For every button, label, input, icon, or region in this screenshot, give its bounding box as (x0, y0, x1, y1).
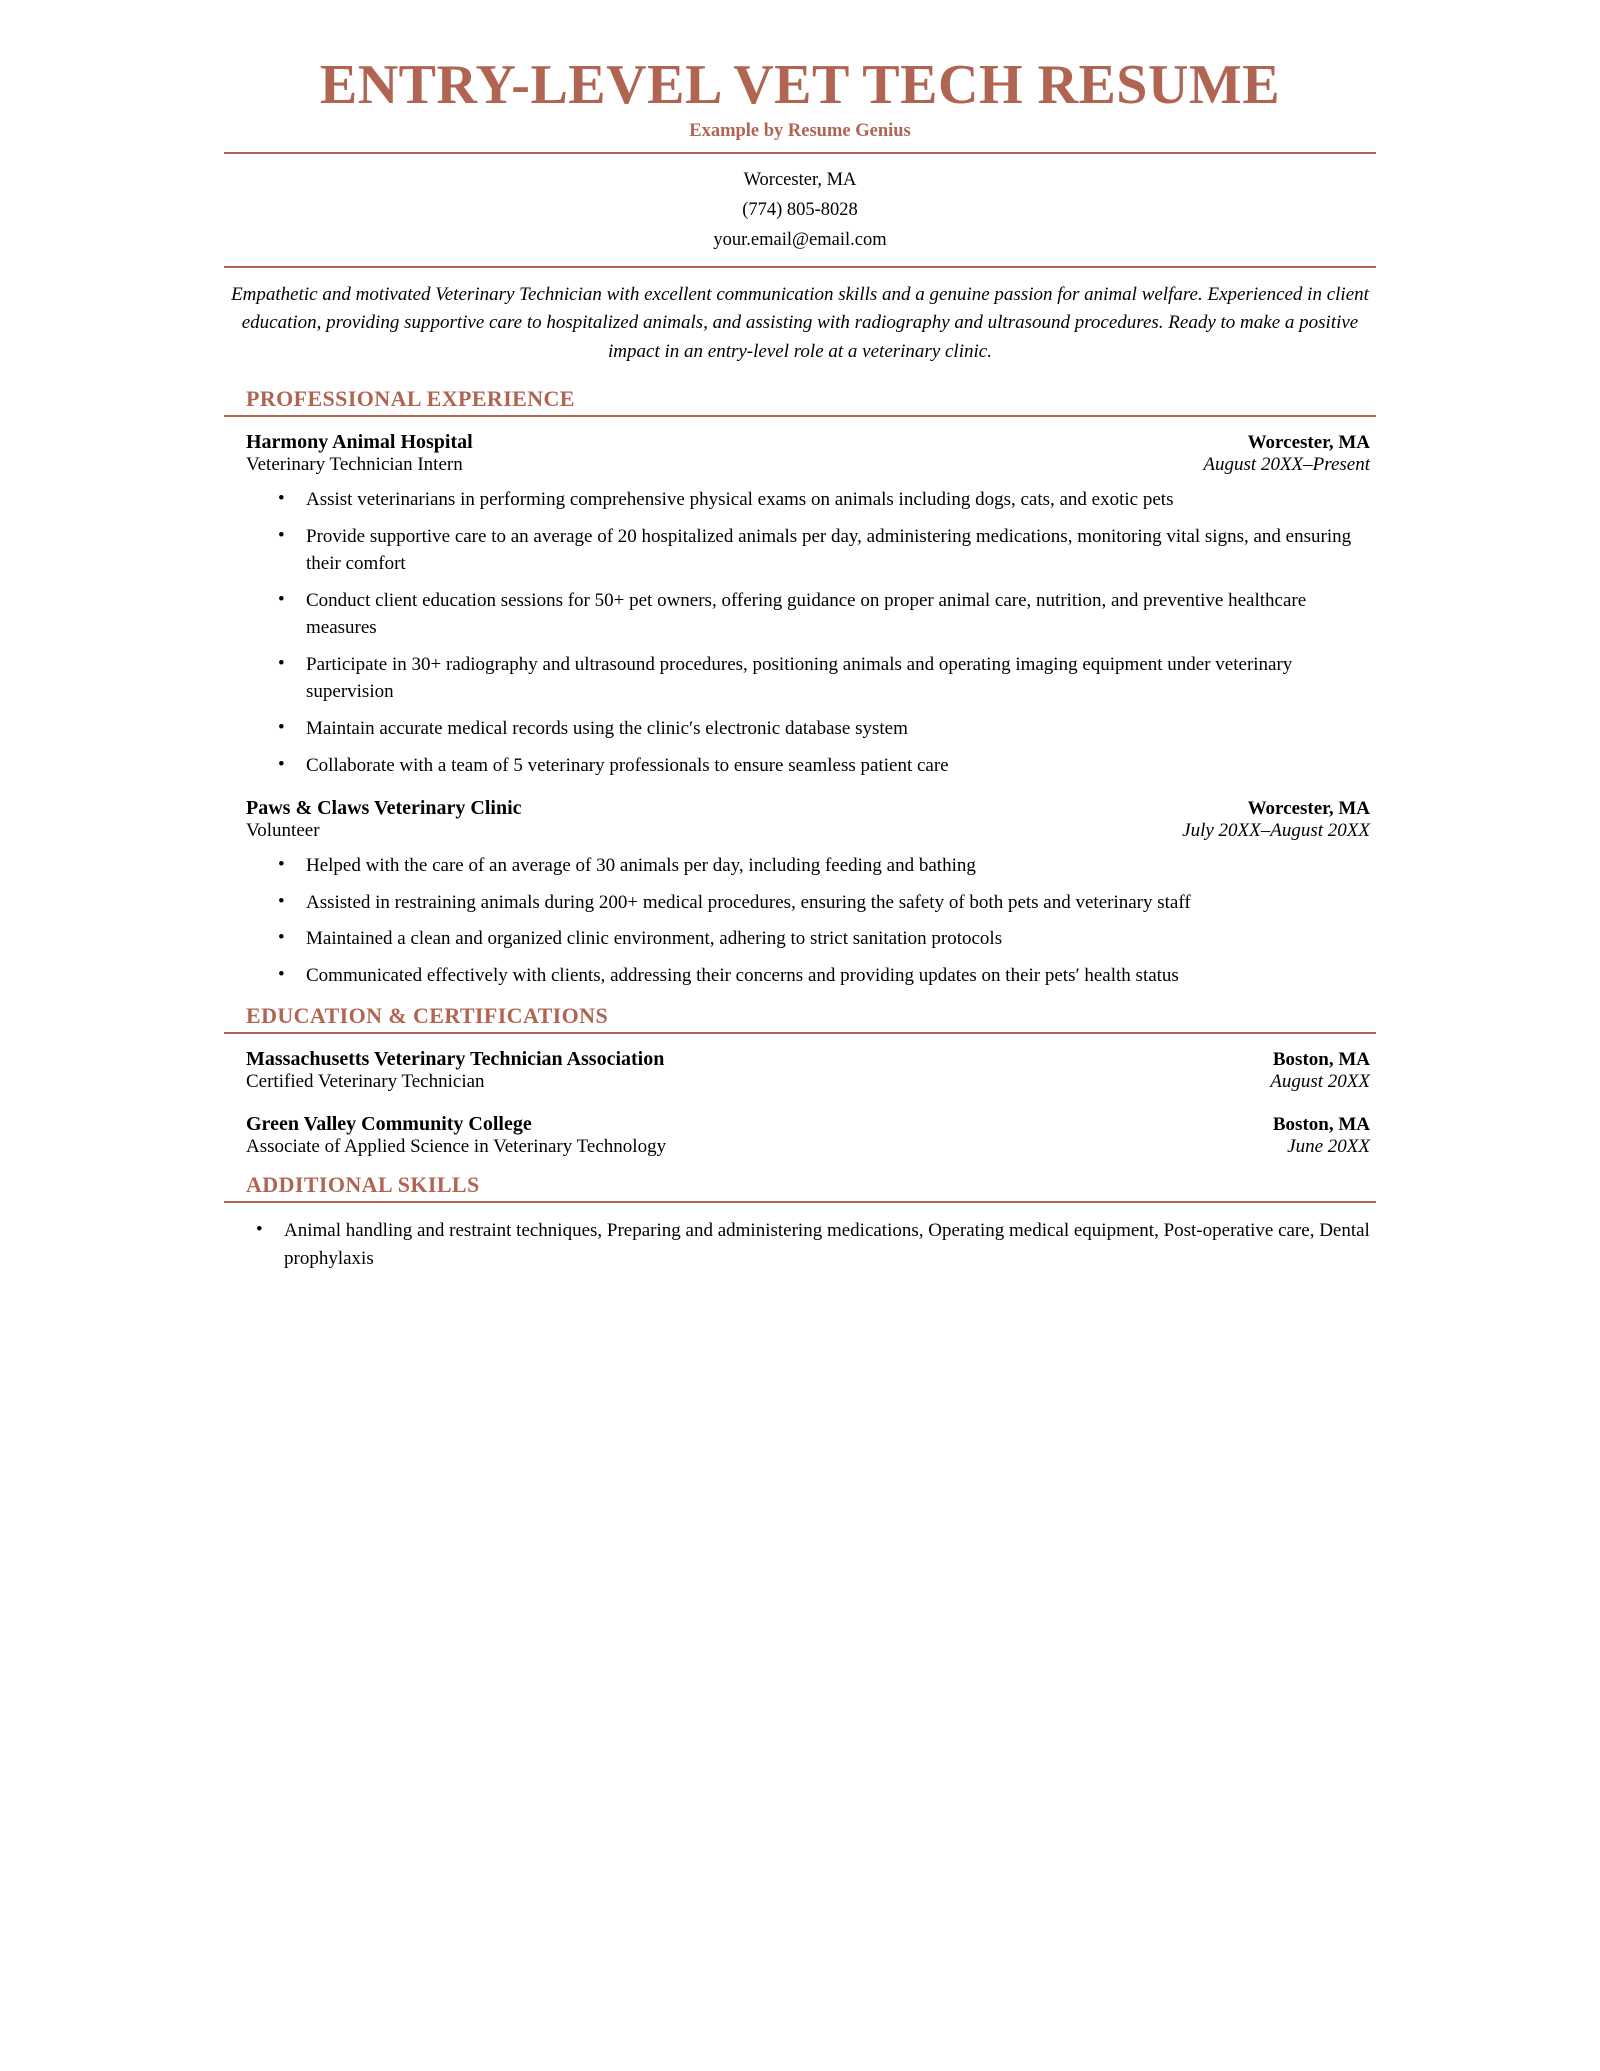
experience-entry (224, 797, 1376, 989)
section-heading-experience: PROFESSIONAL EXPERIENCE (246, 386, 575, 412)
section-skills (224, 1172, 1376, 1272)
page-title: ENTRY-LEVEL VET TECH RESUME (319, 54, 1281, 116)
education-location: Boston, MA (1272, 1049, 1370, 1071)
education-credential: Associate of Applied Science in Veterinary Technology (246, 1136, 667, 1158)
section-heading-skills: ADDITIONAL SKILLS (246, 1172, 480, 1198)
list-item: • Provide supportive care to an average of 20 hospitalized animals per day, administering medications, monitoring vital signs, and ensuring their comfort (304, 523, 1370, 578)
section-heading-education: EDUCATION & CERTIFICATIONS (246, 1003, 609, 1029)
experience-entry-bottom-row (246, 454, 1370, 476)
education-location: Boston, MA (1272, 1114, 1370, 1136)
resume-subtitle: Example by Resume Genius (689, 120, 911, 141)
list-item: • Participate in 30+ radiography and ultrasound procedures, positioning animals and operating imaging equipment under veterinary supervision (304, 651, 1370, 706)
section-rule-experience (224, 415, 1376, 417)
education-entry-bottom-row (246, 1071, 1370, 1093)
education-entry-bottom-row (246, 1136, 1370, 1158)
experience-bullet-list (246, 852, 1370, 989)
section-rule-skills (224, 1201, 1376, 1203)
contact-phone: (774) 805-8028 (742, 199, 858, 220)
education-entry-top-row (246, 1113, 1370, 1136)
list-item: • Assist veterinarians in performing comprehensive physical exams on animals including dogs, cats, and exotic pets (304, 486, 1370, 514)
experience-entry (224, 431, 1376, 779)
professional-summary: Empathetic and motivated Veterinary Technician with excellent communication skills and a genuine passion for animal welfare. Experienced in client education, providing supportive care to hospitalized animals, and assisting with radiography and ultrasound procedures. Ready to make a positive impact in an entry-level role at a veterinary clinic. (231, 283, 1369, 362)
section-rule-education (224, 1032, 1376, 1034)
list-item: • Animal handling and restraint techniques, Preparing and administering medications, Operating medical equipment, Post-operative care, Dental prophylaxis (282, 1217, 1376, 1272)
section-education (224, 1003, 1376, 1158)
contact-location: Worcester, MA (743, 169, 857, 190)
contact-block (224, 154, 1376, 266)
experience-entry-bottom-row (246, 820, 1370, 842)
education-organization: Massachusetts Veterinary Technician Association (246, 1048, 665, 1071)
list-item: • Collaborate with a team of 5 veterinary professionals to ensure seamless patient care (304, 752, 1370, 780)
list-item: • Communicated effectively with clients, addressing their concerns and providing updates on their pets′ health status (304, 962, 1370, 990)
contact-email: your.email@email.com (713, 229, 887, 250)
list-item: • Assisted in restraining animals during 200+ medical procedures, ensuring the safety of both pets and veterinary staff (304, 889, 1370, 917)
education-entry (224, 1048, 1376, 1093)
experience-bullet-list (246, 486, 1370, 779)
experience-dates: July 20XX–August 20XX (1182, 820, 1370, 842)
skills-bullet-list (224, 1217, 1376, 1272)
education-organization: Green Valley Community College (246, 1113, 532, 1136)
list-item: • Conduct client education sessions for 50+ pet owners, offering guidance on proper animal care, nutrition, and preventive healthcare measures (304, 587, 1370, 642)
list-item: • Maintain accurate medical records using the clinic′s electronic database system (304, 715, 1370, 743)
list-item: • Maintained a clean and organized clinic environment, adhering to strict sanitation protocols (304, 925, 1370, 953)
education-date: June 20XX (1287, 1136, 1370, 1158)
experience-role: Volunteer (246, 820, 320, 842)
education-entry-top-row (246, 1048, 1370, 1071)
experience-location: Worcester, MA (1247, 798, 1370, 820)
education-credential: Certified Veterinary Technician (246, 1071, 485, 1093)
experience-location: Worcester, MA (1247, 432, 1370, 454)
education-date: August 20XX (1270, 1071, 1370, 1093)
list-item: • Helped with the care of an average of 30 animals per day, including feeding and bathing (304, 852, 1370, 880)
resume-page (180, 0, 1420, 1604)
experience-role: Veterinary Technician Intern (246, 454, 463, 476)
experience-organization: Harmony Animal Hospital (246, 431, 473, 454)
experience-entry-top-row (246, 431, 1370, 454)
experience-organization: Paws & Claws Veterinary Clinic (246, 797, 522, 820)
section-experience (224, 386, 1376, 989)
experience-dates: August 20XX–Present (1203, 454, 1370, 476)
education-entry (224, 1113, 1376, 1158)
experience-entry-top-row (246, 797, 1370, 820)
